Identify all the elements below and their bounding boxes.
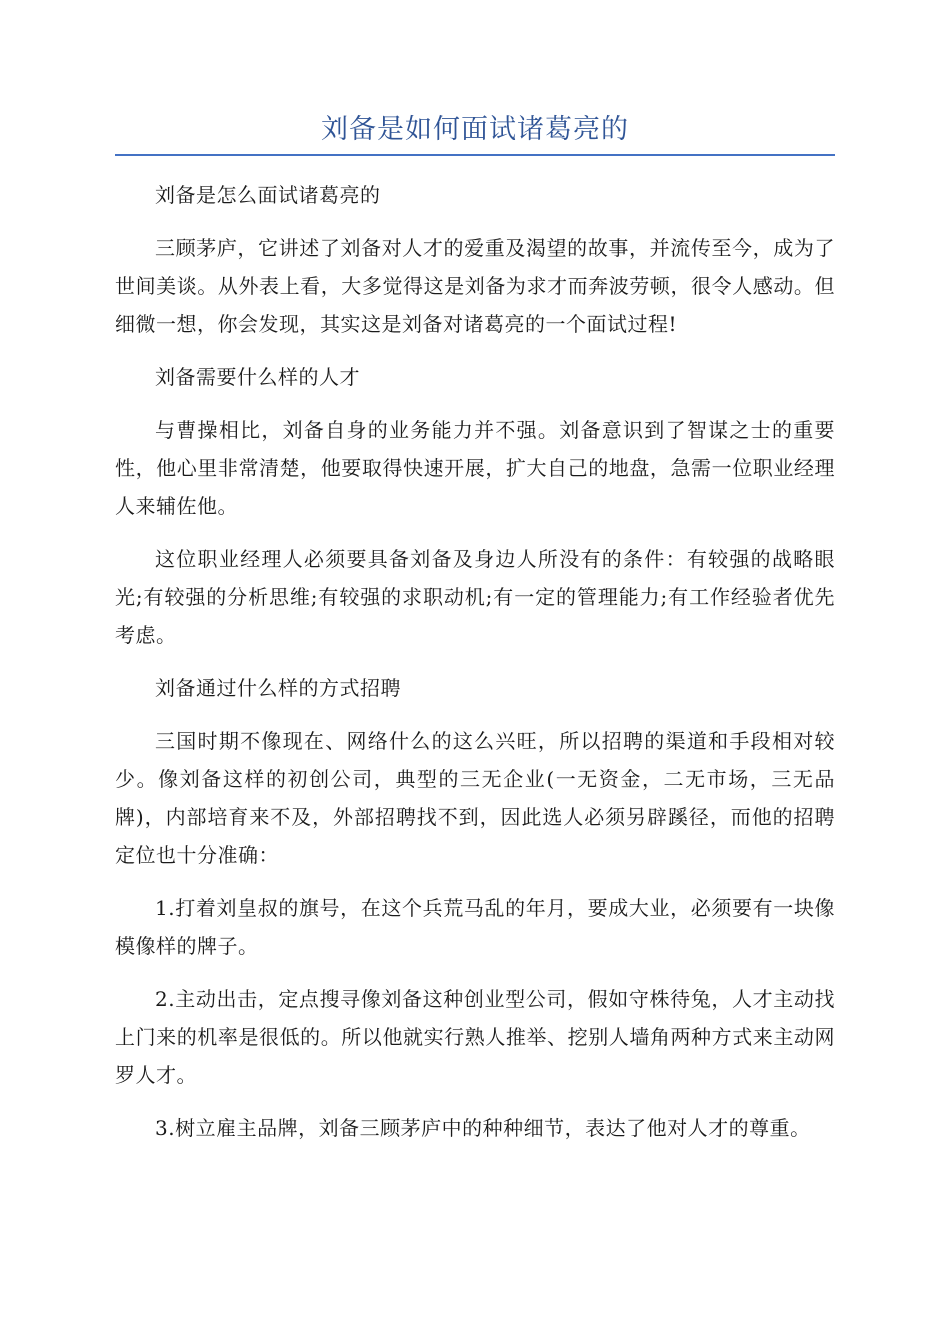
paragraph: 与曹操相比，刘备自身的业务能力并不强。刘备意识到了智谋之士的重要性，他心里非常清楚，他要取得快速开展，扩大自己的地盘，急需一位职业经理人来辅佐他。 (115, 418, 835, 518)
list-item: 3.树立雇主品牌，刘备三顾茅庐中的种种细节，表达了他对人才的尊重。 (155, 1116, 811, 1140)
paragraph-heading: 刘备通过什么样的方式招聘 (155, 676, 401, 700)
document-page (115, 108, 835, 1162)
paragraph: 三国时期不像现在、网络什么的这么兴旺，所以招聘的渠道和手段相对较少。像刘备这样的初创公司，典型的三无企业(一无资金，二无市场，三无品牌)，内部培育来不及，外部招聘找不到，因此选人必须另辟蹊径，而他的招聘定位也十分准确： (115, 729, 835, 867)
list-item: 1.打着刘皇叔的旗号，在这个兵荒马乱的年月，要成大业，必须要有一块像模像样的牌子。 (115, 896, 835, 958)
paragraph-heading: 刘备需要什么样的人才 (155, 365, 360, 389)
document-body (115, 176, 835, 1147)
list-item: 2.主动出击，定点搜寻像刘备这种创业型公司，假如守株待兔，人才主动找上门来的机率是很低的。所以他就实行熟人推举、挖别人墙角两种方式来主动网罗人才。 (115, 987, 835, 1087)
paragraph: 这位职业经理人必须要具备刘备及身边人所没有的条件：有较强的战略眼光;有较强的分析思维;有较强的求职动机;有一定的管理能力;有工作经验者优先考虑。 (115, 547, 835, 647)
paragraph-heading: 刘备是怎么面试诸葛亮的 (155, 183, 381, 207)
paragraph: 三顾茅庐，它讲述了刘备对人才的爱重及渴望的故事，并流传至今，成为了世间美谈。从外表上看，大多觉得这是刘备为求才而奔波劳顿，很令人感动。但细微一想，你会发现，其实这是刘备对诸葛亮的一个面试过程! (115, 236, 835, 336)
title-underline (115, 154, 835, 156)
document-title: 刘备是如何面试诸葛亮的 (321, 114, 629, 145)
